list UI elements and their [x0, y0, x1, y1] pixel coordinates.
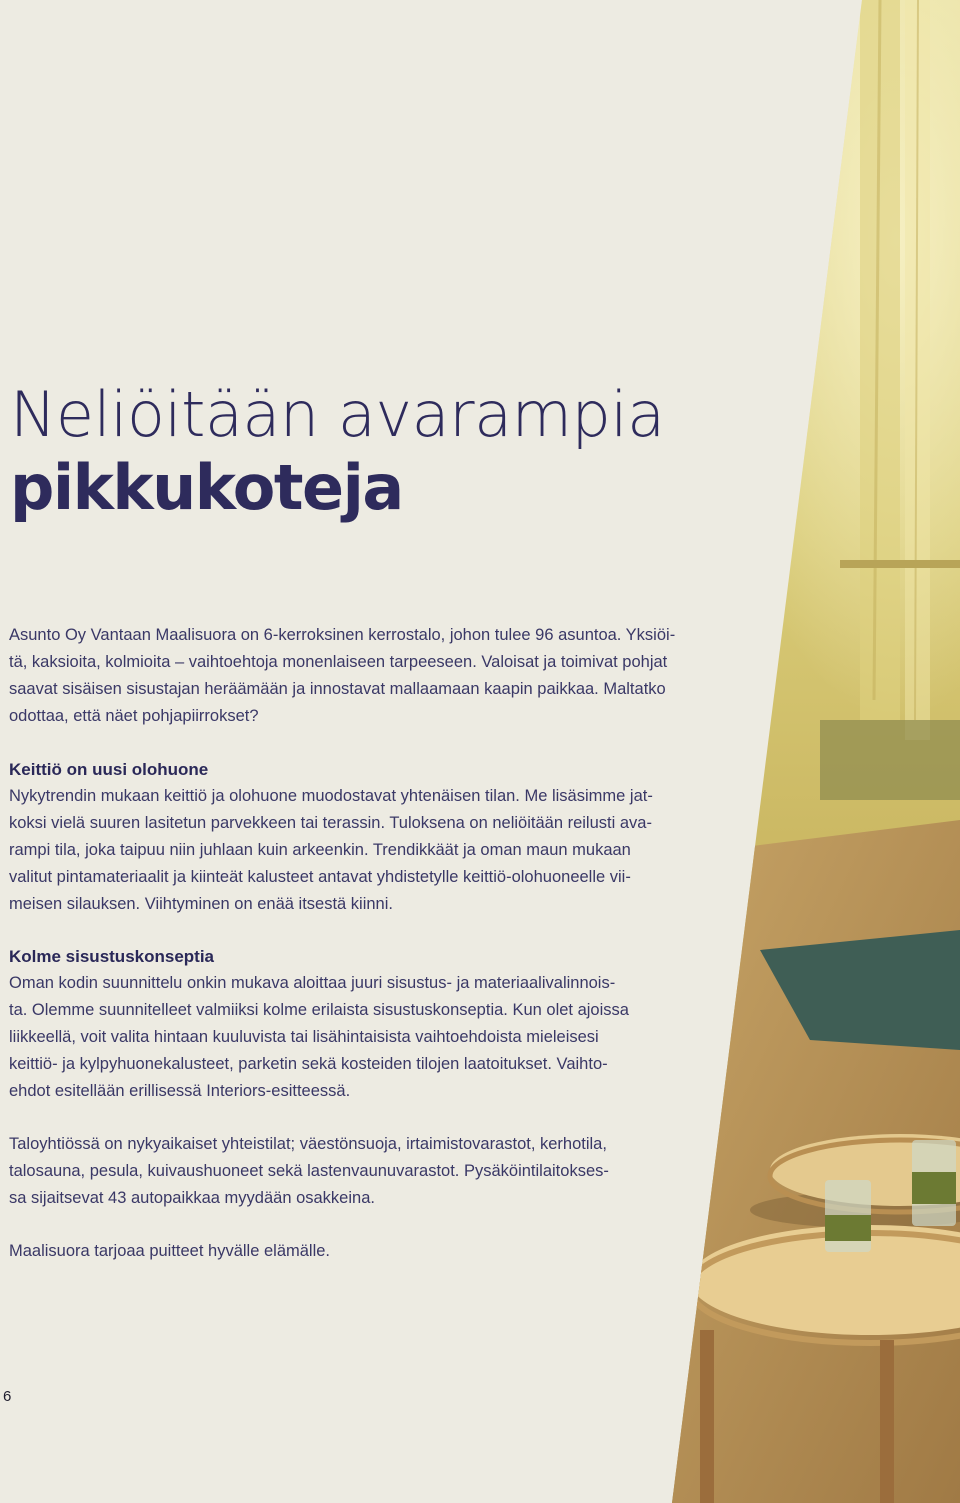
- section2-line: liikkeellä, voit valita hintaan kuuluvista tai lisähintaisista vaihtoehdoista mieleisesi: [9, 1028, 599, 1046]
- closing-line: Maalisuora tarjoaa puitteet hyvälle elämälle.: [9, 1242, 331, 1260]
- title-light: Neliöitään avarampia: [10, 378, 665, 451]
- facilities-line: Taloyhtiössä on nykyaikaiset yhteistilat; väestönsuoja, irtaimistovarastot, kerhotila,: [9, 1135, 607, 1153]
- section1-line: valitut pintamateriaalit ja kiinteät kalusteet antavat yhdistetylle keittiö-olohuoneelle vii-: [9, 868, 631, 886]
- section2-paragraph: [9, 970, 729, 1105]
- intro-line: odottaa, että näet pohjapiirrokset?: [9, 707, 259, 725]
- section1-line: koksi vielä suuren lasitetun parvekkeen tai terassin. Tuloksena on neliöitään reilusti ava-: [9, 814, 652, 832]
- section1-line: meisen silauksen. Viihtyminen on enää itsestä kiinni.: [9, 895, 393, 913]
- intro-paragraph: [9, 622, 729, 730]
- section2-line: ta. Olemme suunnitelleet valmiiksi kolme erilaista sisustuskonseptia. Kun olet ajoissa: [9, 1001, 629, 1019]
- intro-line: tä, kaksioita, kolmioita – vaihtoehtoja monenlaiseen tarpeeseen. Valoisat ja toimivat pohjat: [9, 653, 668, 671]
- section1-line: Nykytrendin mukaan keittiö ja olohuone muodostavat yhtenäisen tilan. Me lisäsimme jat-: [9, 787, 653, 805]
- closing-paragraph: [9, 1238, 729, 1265]
- facilities-line: talosauna, pesula, kuivaushuoneet sekä lastenvaunuvarastot. Pysäköintilaitokses-: [9, 1162, 609, 1180]
- section1-heading: Keittiö on uusi olohuone: [9, 760, 209, 779]
- page-title: [10, 378, 665, 524]
- section2-line: Oman kodin suunnittelu onkin mukava aloittaa juuri sisustus- ja materiaalivalinnois-: [9, 974, 616, 992]
- section2-line: keittiö- ja kylpyhuonekalusteet, parketin sekä kosteiden tilojen laatoitukset. Vaihto-: [9, 1055, 608, 1073]
- facilities-paragraph: [9, 1131, 729, 1212]
- intro-line: saavat sisäisen sisustajan heräämään ja innostavat mallaamaan kaapin paikkaa. Maltatko: [9, 680, 666, 698]
- section1-paragraph: [9, 783, 729, 918]
- intro-line: Asunto Oy Vantaan Maalisuora on 6-kerroksinen kerrostalo, johon tulee 96 asuntoa. Yksiöi-: [9, 626, 676, 644]
- page-number: 6: [3, 1388, 12, 1405]
- title-bold: pikkukoteja: [10, 451, 403, 524]
- section2-heading: Kolme sisustuskonseptia: [9, 947, 215, 966]
- section2-line: ehdot esitellään erillisessä Interiors-esitteessä.: [9, 1082, 351, 1100]
- section1-line: rampi tila, joka taipuu niin juhlaan kuin arkeenkin. Trendikkäät ja oman maun mukaan: [9, 841, 631, 859]
- facilities-line: sa sijaitsevat 43 autopaikkaa myydään osakkeina.: [9, 1189, 375, 1207]
